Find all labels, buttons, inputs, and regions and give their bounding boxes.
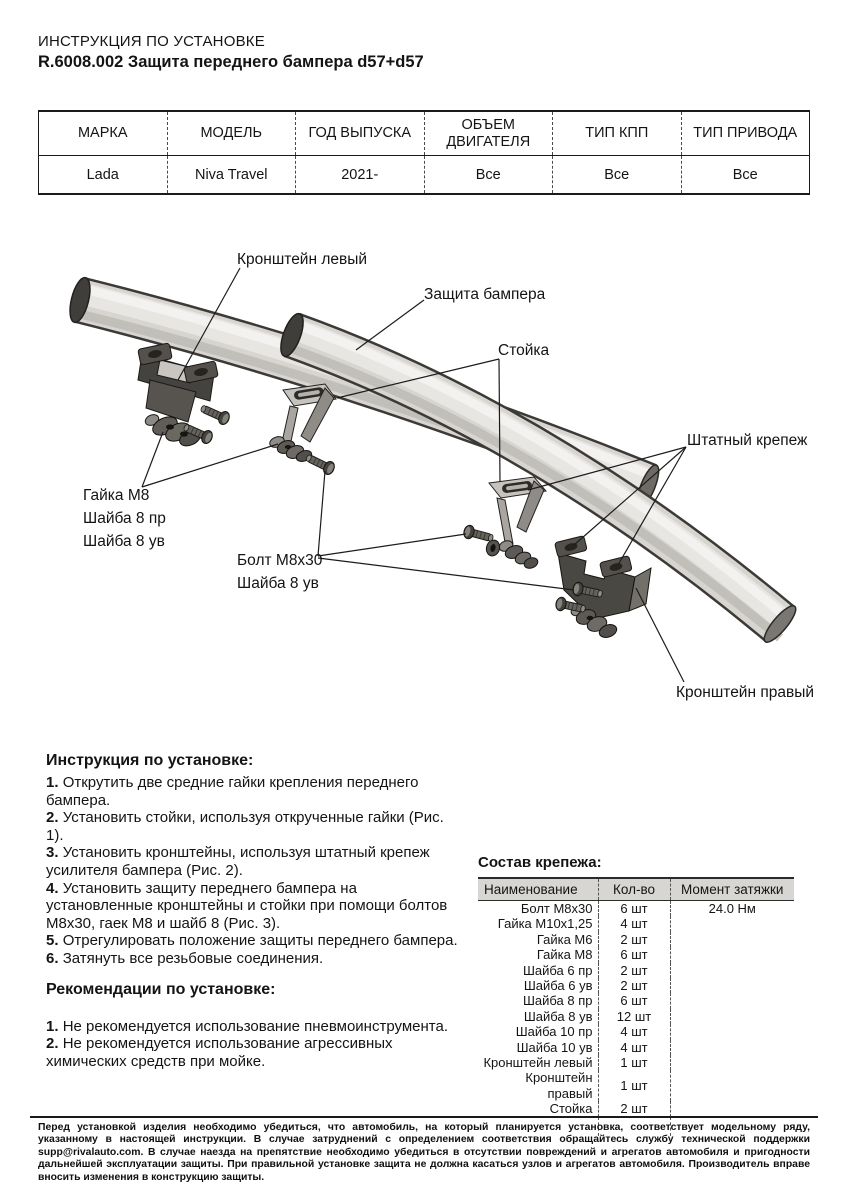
item-text: Не рекомендуется использование агрессивных химических средств при мойке. bbox=[46, 1035, 393, 1070]
label-factory-hw: Штатный крепеж bbox=[687, 432, 808, 449]
label-guard: Защита бампера bbox=[424, 286, 546, 303]
install-step bbox=[46, 844, 460, 879]
step-text: Установить кронштейны, используя штатный крепеж усилителя бампера (Рис. 2). bbox=[46, 844, 430, 879]
vehicle-model: Niva Travel bbox=[167, 156, 296, 195]
label-stand: Стойка bbox=[498, 342, 550, 359]
label-bracket-right: Кронштейн правый bbox=[676, 684, 815, 701]
step-number: 4. bbox=[46, 879, 59, 897]
label-nut-1: Гайка М8 bbox=[83, 487, 150, 504]
step-number: 5. bbox=[46, 932, 59, 950]
label-nut-2: Шайба 8 пр bbox=[83, 510, 166, 527]
step-text: Отрегулировать положение защиты переднего бампера. bbox=[62, 932, 458, 950]
instructions-column bbox=[46, 752, 460, 1070]
vehicle-col-year: ГОД ВЫПУСКА bbox=[296, 111, 425, 156]
fastener-row: Шайба 10 ув 4 шт bbox=[478, 1040, 794, 1055]
fastener-row: Шайба 10 пр 4 шт bbox=[478, 1024, 794, 1039]
vehicle-year: 2021- bbox=[296, 156, 425, 195]
vehicle-col-brand: МАРКА bbox=[39, 111, 168, 156]
fasteners-table bbox=[478, 877, 794, 1136]
install-step bbox=[46, 774, 460, 809]
label-nut-3: Шайба 8 ув bbox=[83, 533, 165, 550]
fastener-row: Стойка 2 шт bbox=[478, 1101, 794, 1116]
vehicle-col-model: МОДЕЛЬ bbox=[167, 111, 296, 156]
vehicle-table-header-row bbox=[39, 111, 810, 156]
step-number: 6. bbox=[46, 949, 59, 967]
install-step bbox=[46, 880, 460, 933]
fastener-row: Шайба 8 пр 6 шт bbox=[478, 993, 794, 1008]
stand-left-part bbox=[268, 384, 336, 476]
bolt-m8x30 bbox=[199, 402, 232, 427]
vehicle-gearbox: Все bbox=[553, 156, 682, 195]
item-number: 2. bbox=[46, 1035, 59, 1053]
footer-divider bbox=[30, 1116, 818, 1118]
step-text: Открутить две средние гайки крепления переднего бампера. bbox=[46, 774, 419, 809]
step-text: Установить защиту переднего бампера на установленные кронштейны и стойки при помощи болтов М8х30, гаек М8 и шайб 8 (Рис. 3). bbox=[46, 879, 448, 932]
install-step bbox=[46, 809, 460, 844]
col-name: Наименование bbox=[478, 878, 598, 901]
stand-center-part bbox=[462, 477, 546, 570]
fasteners-title: Состав крепежа: bbox=[478, 854, 602, 871]
vehicle-col-gearbox: ТИП КПП bbox=[553, 111, 682, 156]
col-qty: Кол-во bbox=[598, 878, 670, 901]
item-number: 1. bbox=[46, 1017, 59, 1035]
vehicle-drive: Все bbox=[732, 166, 758, 183]
fastener-row: Шайба 6 ув 2 шт bbox=[478, 978, 794, 993]
label-bolt-1: Болт М8х30 bbox=[237, 552, 323, 569]
recommendation-item bbox=[46, 1018, 460, 1036]
fasteners-panel bbox=[478, 854, 798, 1136]
fastener-row: Гайка М6 2 шт bbox=[478, 932, 794, 947]
fasteners-header-row bbox=[478, 878, 794, 901]
install-step bbox=[46, 950, 460, 968]
fastener-row: Болт М8х30 6 шт 24.0 Нм bbox=[478, 901, 794, 917]
vehicle-col-engine: ОБЪЕМ ДВИГАТЕЛЯ bbox=[424, 111, 553, 156]
step-number: 3. bbox=[46, 844, 59, 862]
install-step bbox=[46, 932, 460, 950]
item-text: Не рекомендуется использование пневмоинструмента. bbox=[62, 1017, 448, 1035]
step-number: 2. bbox=[46, 809, 59, 827]
vehicle-engine: Все bbox=[424, 156, 553, 195]
step-number: 1. bbox=[46, 774, 59, 791]
vehicle-brand: Lada bbox=[39, 156, 168, 195]
document-header bbox=[38, 33, 424, 72]
vehicle-table-data-row bbox=[39, 156, 810, 195]
fastener-row: Гайка М10х1,25 4 шт bbox=[478, 916, 794, 931]
bolt-m8x30 bbox=[304, 451, 337, 476]
bracket-right-part bbox=[555, 536, 651, 640]
recommendations-title: Рекомендации по установке: bbox=[46, 980, 276, 998]
install-title: Инструкция по установке: bbox=[46, 752, 254, 769]
header-line1: ИНСТРУКЦИЯ ПО УСТАНОВКЕ bbox=[38, 33, 265, 50]
vehicle-table bbox=[38, 110, 810, 195]
label-bracket-left: Кронштейн левый bbox=[237, 251, 368, 268]
fastener-row: Шайба 8 ув 12 шт bbox=[478, 1009, 794, 1024]
col-torque: Момент затяжки bbox=[670, 878, 794, 901]
vehicle-col-drive: ТИП ПРИВОДА bbox=[681, 111, 810, 156]
step-text: Затянуть все резьбовые соединения. bbox=[62, 949, 324, 967]
fastener-row: Гайка М8 6 шт bbox=[478, 947, 794, 962]
product-title: R.6008.002 Защита переднего бампера d57+d57 bbox=[38, 53, 424, 71]
footer-disclaimer: Перед установкой изделия необходимо убедиться, что автомобиль, на который планируется установка, соответствует модельному ряду, указанному в настоящей инструкции. В случае затруднений с определением соответствия обращайтесь службу технической поддержки supp@rivalauto.com. В случае наезда на препятствие необходимо убедиться в отсутствии повреждений и агрегатов автомобиля и пригодности дальнейшей эксплуатации защиты. При правильной установке защита не должна касаться узлов и агрегатов автомобиля. Производитель вправе вносить изменения в конструкцию защиты. bbox=[38, 1122, 810, 1183]
assembly-diagram bbox=[0, 228, 848, 740]
fastener-row: Шайба 6 пр 2 шт bbox=[478, 963, 794, 978]
label-bolt-2: Шайба 8 ув bbox=[237, 575, 319, 592]
fastener-row: Кронштейн левый 1 шт bbox=[478, 1055, 794, 1070]
fastener-row: Кронштейн правый 1 шт bbox=[478, 1070, 794, 1101]
spacer bbox=[46, 999, 460, 1018]
step-text: Установить стойки, используя открученные гайки (Рис. 1). bbox=[46, 809, 444, 844]
tube-front bbox=[276, 311, 800, 646]
recommendation-item bbox=[46, 1035, 460, 1070]
